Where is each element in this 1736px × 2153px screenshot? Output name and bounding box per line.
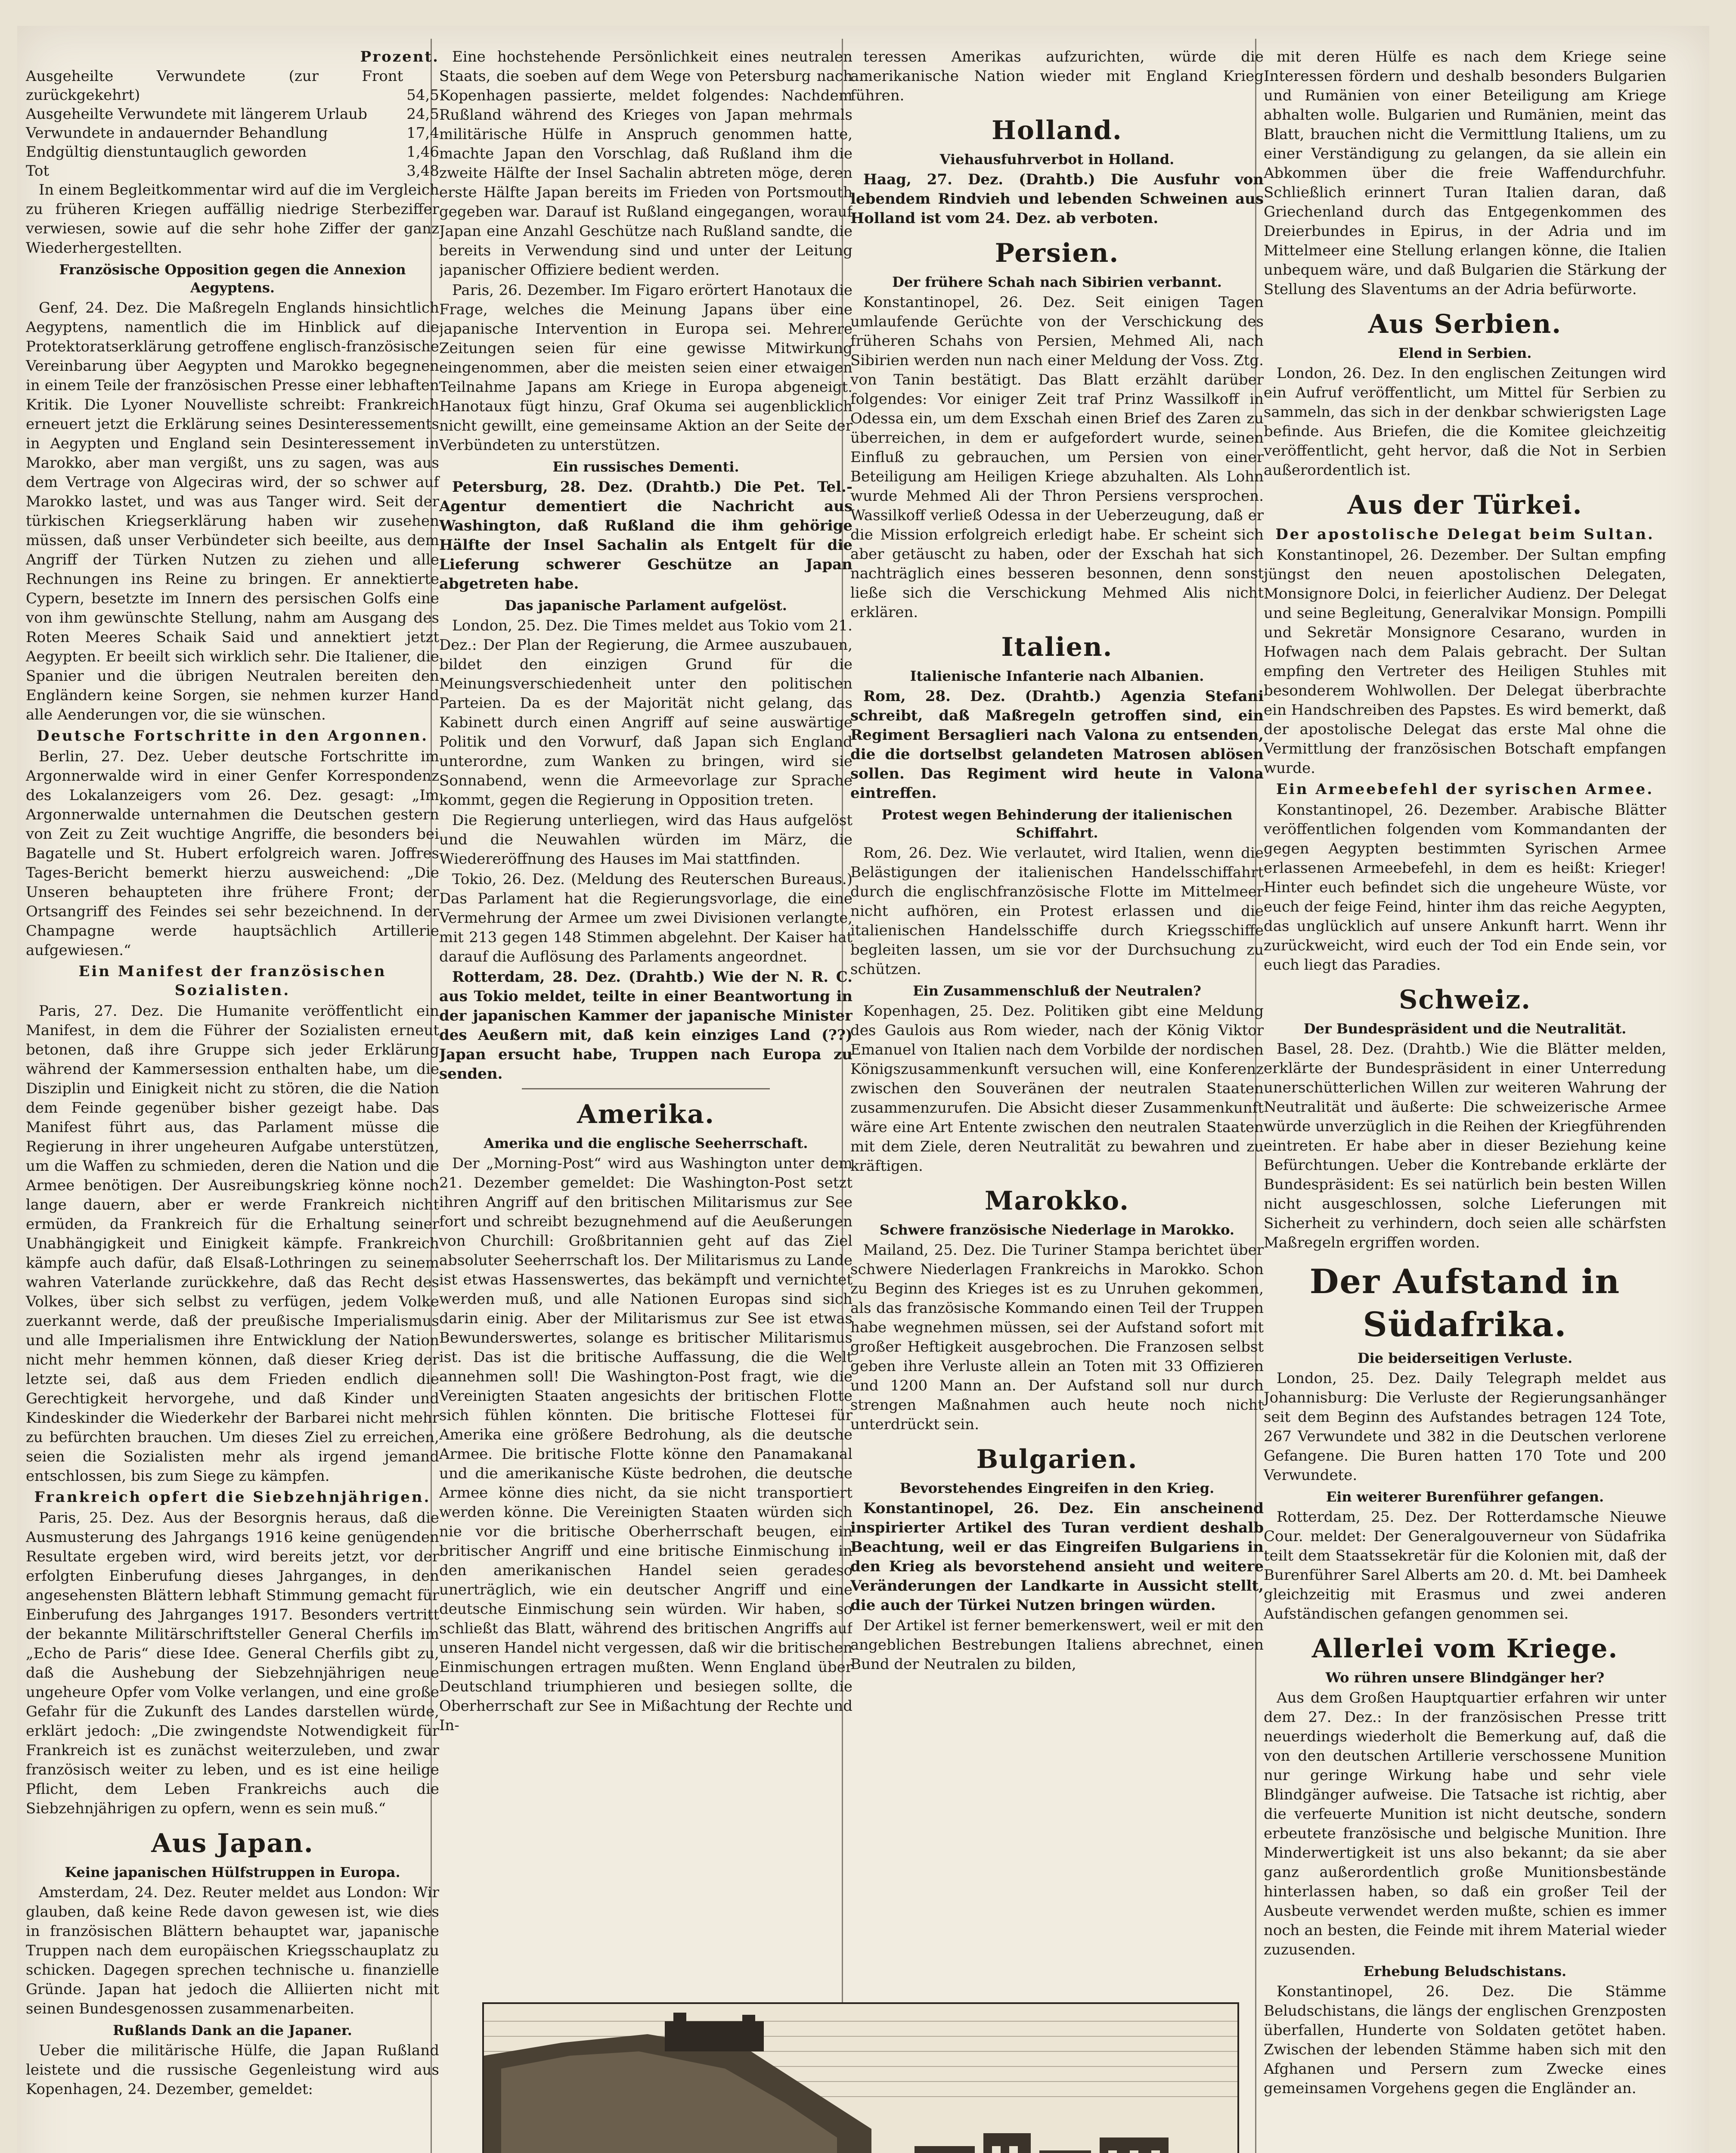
article-heading: Der apostolische Delegat beim Sultan. [1275,526,1655,543]
section-title: Marokko. [985,1186,1129,1216]
column-3 [850,47,1264,2028]
column-2 [439,47,852,2028]
article-text: London, 25. Dez. Daily Telegraph meldet aus Johannisburg: Die Verluste der Regierungsanhänger seit dem Beginn des Aufstandes betragen 124 Tote, 267 Verwundete und 382 in die Deutschen verlorene Gefangene. Die Buren hatten 170 Tote und 200 Verwundete. [1264,1370,1666,1484]
article-text: Der Artikel ist ferner bemerkenswert, weil er mit den angeblichen Bestrebungen Italiens abrechnet, einen Bund der Neutralen zu bilden, [850,1617,1264,1673]
article-heading: Der Bundespräsident und die Neutralität. [1303,1021,1627,1037]
section-title: Der Aufstand in Südafrika. [1309,1262,1621,1344]
article-text: Rom, 28. Dez. (Drahtb.) Agenzia Stefani schreibt, daß Maßregeln getroffen sind, ein Regiment Bersaglieri nach Valona zu entsenden, die die dortselbst gelandeten Matrosen ablösen sollen. Das Regiment wird heute in Valona eintreffen. [850,688,1264,802]
article-heading: Bevorstehendes Eingreifen in den Krieg. [899,1480,1215,1496]
article-text: Berlin, 27. Dez. Ueber deutsche Fortschritte im Argonnerwalde wird in einer Genfer Korrespondenz des Lokalanzeigers vom 26. Dez. gesagt: „Im Argonnerwalde unternahmen die Deutschen gestern von Zeit zu Zeit wuchtige Angriffe, die besonders bei Bagatelle und St. Hubert erfolgreich waren. Joffres Tages-Bericht bemerkt hierzu ausweichend: „Die Unseren behaupteten ihre frühere Front; der Ortsangriff des Feindes sei sehr bezeichnend. In der Champagne werde hauptsächlich Artillerie aufgewiesen.“ [26,748,439,959]
section-title: Aus der Türkei. [1347,490,1583,520]
article-text: Eine hochstehende Persönlichkeit eines neutralen Staats, die soeben auf dem Wege von Petersburg nach Kopenhagen passierte, meldet folgendes: Nachdem Rußland während des Krieges von Japan mehrmals militärische Hülfe in Anspruch genommen hatte, machte Japan den Vorschlag, daß Rußland ihm die zweite Hälfte der Insel Sachalin abtreten möge, deren erste Hälfte Japan bereits im Frieden von Portsmouth gegeben war. Darauf ist Rußland eingegangen, worauf Japan eine Anzahl Geschütze nach Rußland sandte, die bereits in Verwendung sind und unter der Leitung japanischer Offiziere bedient werden. [439,48,852,279]
article-text: Rom, 26. Dez. Wie verlautet, wird Italien, wenn die Belästigungen der italienischen Handelsschiffahrt durch die englischfranzösische Flotte im Mittelmeer nicht aufhören, ein Protest erlassen und die italienischen Handelsschiffe durch Kriegsschiffe begleiten lassen, um sie vor der Durchsuchung zu schützen. [850,844,1264,978]
article-heading: Ein Manifest der französischen Sozialisten. [78,963,387,999]
article-text: In einem Begleitkommentar wird auf die im Vergleich zu früheren Kriegen auffällig niedrige Sterbeziffer verwiesen, sowie auf die sehr hohe Ziffer der ganz Wiederhergestellten. [26,181,439,257]
table-row: Tot 3,48 [26,162,439,180]
article-text: Ueber die militärische Hülfe, die Japan Rußland leistete und die russische Gegenleistung wird aus Kopenhagen, 24. Dezember, gemeldet: [26,2042,439,2098]
article-heading: Die beiderseitigen Verluste. [1357,1350,1573,1366]
article-text: Der „Morning-Post“ wird aus Washington unter dem 21. Dezember gemeldet: Die Washington-Post setzt ihren Angriff auf den britischen Militarismus zur See fort und schreibt bezugnehmend auf die Aeußerungen von Churchill: Großbritannien geht auf das Ziel absoluter Seeherrschaft los. Der Militarismus zu Lande ist etwas Hassenswertes, das bekämpft und vernichtet werden muß, und alle Nationen Europas sind sich darin einig. Aber der Militarismus zur See ist etwas Bewunderswertes, solange es britischer Militarismus ist. Das ist die britische Auffassung, die die Welt annehmen soll! Die Washington-Post fragt, wie die Vereinigten Staaten angesichts der britischen Flotte sich fühlen könnten. Die britische Flottesei für Amerika eine größere Bedrohung, als die deutsche Armee. Die britische Flotte könne den Panamakanal und die amerikanische Küste bedrohen, die deutsche Armee könne dies nicht, da sie nicht transportiert werden könne. Die Vereinigten Staaten würden sich nie vor die britische Oberherrschaft beugen, ein britischer Angriff und eine britische Einmischung in den amerikanischen Handel seien geradeso unerträglich, wie ein deutscher Angriff und eine deutsche Einmischung sein würden. Wir haben, so schließt das Blatt, während des britischen Angriffs auf unseren Handel nicht vergessen, daß wir die britischen Einmischungen ertragen mußten. Wenn England über Deutschland triumphieren und besiegen sollte, die Oberherrschaft zur See in Mißachtung der Rechte und In- [439,1155,852,1734]
article-heading: Französische Opposition gegen die Annexion Aegyptens. [59,261,406,296]
article-text: Paris, 27. Dez. Die Humanite veröffentlicht ein Manifest, in dem die Führer der Sozialisten erneut betonen, daß ihre Gruppe sich jeder Erklärung während der Kammersession enthalten habe, um die Disziplin und Einigkeit nicht zu stören, die die Nation dem Feinde gegenüber bisher gezeigt habe. Das Manifest führt aus, das Parlament müsse die Regierung in ihrer ungeheuren Aufgabe unterstützen, um die Waffen zu schmieden, deren die Nation und die Armee benötigen. Der Ausreibungskrieg könne noch lange dauern, aber er werde Frankreich nicht ermüden, da Frankreich für die Erhaltung seiner Unabhängigkeit und Einigkeit kämpfe. Frankreich kämpfe auch dafür, daß Elsaß-Lothringen zu seinem wahren Vaterlande zurückkehre, daß das Recht des Volkes, über sich selbst zu verfügen, jedem Volke zuerkannt werde, daß der preußische Imperialismus und alle Imperialismen ihre Entwicklung der Nation nicht mehr hemmen können, daß dieser Krieg der letzte sei, daß aus dem Frieden endlich die Gerechtigkeit hervorgehe, und daß Kinder und Kindeskinder die Wiederkehr der Barbarei nicht mehr zu befürchten brauchen. Um dieses Ziel zu erreichen, seien die Sozialisten mehr als irgend jemand entschlossen, bis zum Siege zu kämpfen. [26,1002,439,1485]
article-heading: Schwere französische Niederlage in Marokko. [879,1222,1234,1238]
article-text: Konstantinopel, 26. Dezember. Arabische Blätter veröffentlichen folgenden vom Kommandanten der gegen Aegypten bestimmten Syrischen Armee erlassenen Armeebefehl, in dem es heißt: Krieger! Hinter euch befindet sich die ungeheure Wüste, vor euch der feige Feind, hinter ihm das reiche Aegypten, das unglücklich auf unsere Ankunft harrt. Wenn ihr zurückweicht, wird euch der Tod ein Ende sein, vor euch liegt das Paradies. [1264,801,1666,974]
table-row: Ausgeheilte Verwundete (zur Front zurückgekehrt) 54,5 [26,68,439,104]
article-text: Mailand, 25. Dez. Die Turiner Stampa berichtet über schwere Niederlagen Frankreichs in Marokko. Schon zu Beginn des Krieges ist es zu Unruhen gekommen, als das französische Kommando einen Teil der Truppen habe wegnehmen müssen, sei der Aufstand sofort mit großer Heftigkeit ausgebrochen. Die Franzosen selbst geben ihre Verluste allein an Toten mit 33 Offizieren und 1200 Mann an. Der Aufstand soll nur durch strengen Maßnahmen auch heute noch nicht unterdrückt sein. [850,1241,1264,1433]
article-heading: Ein russisches Dementi. [552,459,739,475]
beach-engraving [484,2004,1237,2153]
article-text: London, 25. Dez. Die Times meldet aus Tokio vom 21. Dez.: Der Plan der Regierung, die Armee auszubauen, bildet den einzigen Grund für die Meinungsverschiedenheit unter den politischen Parteien. Da es der Majorität nicht gelang, das Kabinett durch einen Angriff auf seine auswärtige Politik und den Vorwurf, daß Japan sich England unterordne, zum Wanken zu bringen, wird sie Sonnabend, wenn die Armeevorlage zur Sprache kommt, gegen die Regierung in Opposition treten. [439,617,852,809]
article-text: Kopenhagen, 25. Dez. Politiken gibt eine Meldung des Gaulois aus Rom wieder, nach der König Viktor Emanuel von Italien nach dem Vorbilde der nordischen Königszusammenkunft versuchen will, eine Konferenz zwischen den Souveränen der neutralen Staaten zusammenzurufen. Die Absicht dieser Zusammenkunft wäre eine Art Entente zwischen den neutralen Staaten mit dem Ziele, deren Neutralität zu bewahren und zu kräftigen. [850,1002,1264,1175]
article-heading: Keine japanischen Hülfstruppen in Europa. [65,1864,400,1880]
article-heading: Erhebung Beludschistans. [1363,1963,1567,1979]
article-text: Konstantinopel, 26. Dezember. Der Sultan empfing jüngst den neuen apostolischen Delegaten, Monsignore Dolci, in feierlicher Audienz. Der Delegat und seine Begleitung, Generalvikar Monsign. Pompilli und Sekretär Monsignore Cesarano, wurden in Hofwagen nach dem Palais gebracht. Der Sultan empfing den Vertreter des Heiligen Stuhles mit besonderem Wohlwollen. Der Delegat überbrachte ein Handschreiben des Papstes. Es wird bemerkt, daß der apostolische Delegat das erste Mal ohne die Vermittlung der französischen Botschaft empfangen wurde. [1264,546,1666,777]
column-4 [1264,47,1666,2099]
section-title: Persien. [995,238,1119,268]
table-row: Endgültig dienstuntauglich geworden 1,46 [26,143,439,161]
article-text: Konstantinopel, 26. Dez. Seit einigen Tagen umlaufende Gerüchte von der Verschickung des früheren Schahs von Persien, Mehmed Ali, nach Sibirien werden nun nach einer Meldung der Voss. Ztg. von Tanin bestätigt. Das Blatt erzählt darüber folgendes: Vor einiger Zeit traf Prinz Wassilkoff in Odessa ein, um dem Exschah einen Brief des Zaren zu überreichen, in dem er aufgefordert wurde, seinen Einfluß zu gebrauchen, um Persien von einer Beteiligung am Heiligen Kriege abzuhalten. Als Lohn wurde Mehmed Ali der Thron Persiens versprochen. Wassilkoff verließ Odessa in der Ueberzeugung, daß er die Mission erfolgreich erledigt habe. Er scheint sich aber getäuscht zu haben, oder der Exschah hat sich nachträglich eines besseren besonnen, denn sonst ließe sich die Verschickung Mehmed Alis nicht erklären. [850,294,1264,621]
article-text: Rotterdam, 25. Dez. Der Rotterdamsche Nieuwe Cour. meldet: Der Generalgouverneur von Südafrika teilt dem Staatssekretär für die Kolonien mit, daß der Burenführer Sarel Alberts am 20. d. Mt. bei Damheek gleichzeitig mit Erasmus und zwei anderen Aufständischen gefangen genommen sei. [1264,1508,1666,1623]
article-heading: Wo rühren unsere Blindgänger her? [1325,1669,1605,1686]
article-heading: Ein Armeebefehl der syrischen Armee. [1276,781,1654,798]
article-text: Aus dem Großen Hauptquartier erfahren wir unter dem 27. Dez.: In der französischen Presse tritt neuerdings wiederholt die Bemerkung auf, daß die von den deutschen Artillerie verschossene Munition nur geringe Wirkung habe und sehr viele Blindgänger aufweise. Die Tatsache ist richtig, aber die verfeuerte Munition ist nicht deutsche, sondern erbeutete französische und belgische Munition. Ihre Minderwertigkeit ist uns also bekannt; da sie aber ganz außerordentlich große Munitionsbestände hinterlassen haben, so daß ein großer Teil der Ausbeute verwendet werden mußte, schien es immer noch an besten, die Feinde mit ihrem Material wieder zuzusenden. [1264,1689,1666,1958]
article-heading: Protest wegen Behinderung der italienischen Schiffahrt. [881,807,1233,841]
scarborough-illustration [482,2002,1239,2153]
article-text: Genf, 24. Dez. Die Maßregeln Englands hinsichtlich Aegyptens, namentlich die im Hinblick auf die Protektoratserklärung getroffene englisch-französische Vereinbarung über Aegypten und Marokko begegnen in einem Teile der französischen Presse einer lebhaften Kritik. Die Lyoner Nouvelliste schreibt: Frankreich erneuert jetzt die Erklärung seines Desinteressements in Aegypten und England sein Desinteressement in Marokko, aber man vergißt, uns zu sagen, was aus dem Vertrage von Algeciras wird, der so schwer auf Marokko lastet, und was aus Tanger wird. Seit der türkischen Kriegserklärung haben wir zusehen müssen, daß unser Verbündeter sich beeilte, aus dem Angriff der Türken Nutzen zu ziehen und alle Rechnungen ins Reine zu bringen. Er annektierte Cypern, besetzte im Innern des persischen Golfs eine von ihm gewünschte Stellung, nahm am Ausgang des Roten Meeres Schaik Said und annektiert jetzt Aegypten. Er beeilt sich wirklich sehr. Die Italiener, die Spanier und die übrigen Neutralen bereiten den Engländern keine Sorgen, sie nehmen kurzer Hand alle Aenderungen vor, die sie wünschen. [26,299,439,723]
article-text: Rotterdam, 28. Dez. (Drahtb.) Wie der N. R. C. aus Tokio meldet, teilte in einer Beantwortung in der japanischen Kammer der japanische Minister des Aeußern mit, daß kein einziges Land (??) Japan ersucht habe, Truppen nach Europa zu senden. [439,968,852,1083]
table-row: Verwundete in andauernder Behandlung 17,4 [26,124,439,142]
section-title: Holland. [992,115,1122,146]
section-title: Aus Japan. [151,1828,314,1858]
article-heading: Der frühere Schah nach Sibirien verbannt. [892,274,1222,290]
article-heading: Amerika und die englische Seeherrschaft. [484,1135,808,1151]
article-heading: Elend in Serbien. [1398,345,1532,361]
section-title: Bulgarien. [976,1444,1138,1474]
article-text: Haag, 27. Dez. (Drahtb.) Die Ausfuhr von lebendem Rindvieh und lebenden Schweinen aus Holland ist vom 24. Dez. ab verboten. [850,171,1264,227]
column-1 [26,47,439,2100]
article-text: Die Regierung unterliegen, wird das Haus aufgelöst und die Neuwahlen würden im März, die Wiedereröffnung des Hauses im Mai stattfinden. [439,812,852,868]
section-title: Schweiz. [1398,985,1531,1015]
table-row: Ausgeheilte Verwundete mit längerem Urlaub 24,5 [26,105,439,123]
article-text: teressen Amerikas aufzurichten, würde die amerikanische Nation wieder mit England Krieg führen. [850,48,1264,104]
article-text: Paris, 25. Dez. Aus der Besorgnis heraus, daß die Ausmusterung des Jahrgangs 1916 keine genügenden Resultate ergeben wird, wird bereits jetzt, vor der erfolgten Einberufung dieses Jahrganges, in den angesehensten Blättern lebhaft Stimmung gemacht für Einberufung des Jahrganges 1917. Besonders vertritt der bekannte Militärschriftsteller General Cherfils im „Echo de Paris“ diese Idee. General Cherfils gibt zu, daß die Aushebung der Siebzehnjährigen neue ungeheure Opfer vom Volke verlangen, und eine große Gefahr für die Zukunft des Landes darstellen würde, erklärt jedoch: „Die zwingendste Notwendigkeit für Frankreich ist es zunächst weiterzuleben, und zwar französisch weiter zu leben, und es ist eine heilige Pflicht, dem Leben Frankreichs auch die Siebzehnjährigen zu opfern, wenn es sein muß.“ [26,1509,439,1817]
article-text: Paris, 26. Dezember. Im Figaro erörtert Hanotaux die Frage, welches die Meinung Japans über eine japanische Intervention in Europa sei. Mehrere Zeitungen seien für eine gewisse Mitwirkung eingenommen, aber die meisten seien einer etwaigen Teilnahme Japans am Kriege in Europa abgeneigt. Hanotaux fügt hinzu, Graf Okuma sei augenblicklich nicht gewillt, eine gemeinsame Aktion an der Seite der Verbündeten zu unterstützen. [439,282,852,454]
section-title: Allerlei vom Kriege. [1311,1634,1618,1664]
article-heading: Das japanische Parlament aufgelöst. [505,597,787,614]
article-text: Tokio, 26. Dez. (Meldung des Reuterschen Bureaus.) Das Parlament hat die Regierungsvorlage, die eine Vermehrung der Armee um zwei Divisionen verlangte, mit 213 gegen 148 Stimmen abgelehnt. Der Kaiser hat darauf die Auflösung des Parlaments angeordnet. [439,871,852,965]
stat-header: Prozent. [360,48,439,65]
article-heading: Ein Zusammenschluß der Neutralen? [913,983,1201,999]
article-text: mit deren Hülfe es nach dem Kriege seine Interessen fördern und deshalb besonders Bulgarien und Rumänien von einer Beteiligung am Kriege abhalten wolle. Bulgarien und Rumänien, meint das Blatt, brauchen nicht die Vermittlung Italiens, um zu einer Verständigung zu gelangen, da sie allein ein Abkommen über die freie Waffendurchfuhr. Schließlich erinnert Turan Italien daran, daß Griechenland durch das Entgegenkommen des Dreierbundes in Epirus, in der Adria und im Mittelmeer eine Stellung erlangen könne, die Italien unbequem wäre, und daß Bulgarien die Stärkung der Stellung des Slaventums an der Adria befürworte. [1264,48,1666,298]
article-heading: Rußlands Dank an die Japaner. [113,2022,352,2038]
casualty-stats-table [26,67,439,180]
article-heading: Italienische Infanterie nach Albanien. [910,668,1204,684]
article-text: Konstantinopel, 26. Dez. Die Stämme Beludschistans, die längs der englischen Grenzposten überfallen, Hunderte von Soldaten getötet haben. Zwischen der lebenden Stämme haben sich mit den Afghanen und Persern zum Zwecke eines gemeinsamen Vorgehens gegen die Engländer an. [1264,1983,1666,2097]
article-text: Petersburg, 28. Dez. (Drahtb.) Die Pet. Tel.-Agentur dementiert die Nachricht aus Washington, daß Rußland die ihm gehörige Hälfte der Insel Sachalin als Entgelt für die Lieferung schwerer Geschütze an Japan abgetreten habe. [439,478,852,593]
section-title: Italien. [1001,632,1113,662]
section-title: Aus Serbien. [1368,309,1562,339]
article-heading: Viehausfuhrverbot in Holland. [939,151,1175,168]
article-heading: Deutsche Fortschritte in den Argonnen. [36,727,429,745]
article-heading: Ein weiterer Burenführer gefangen. [1326,1489,1604,1505]
divider [522,1088,770,1089]
article-heading: Frankreich opfert die Siebzehnjährigen. [34,1489,431,1506]
article-text: Amsterdam, 24. Dez. Reuter meldet aus London: Wir glauben, daß keine Rede davon gewesen ist, wie dies in französischen Blättern behauptet war, japanische Truppen nach dem europäischen Kriegsschauplatz zu schicken. Dagegen sprechen technische u. finanzielle Gründe. Japan hat jedoch die Alliierten nicht mit seinen Bundesgenossen zusammenarbeiten. [26,1884,439,2017]
article-text: Basel, 28. Dez. (Drahtb.) Wie die Blätter melden, erklärte der Bundespräsident in einer Unterredung unerschütterlichen Willen zur weiteren Wahrung der Neutralität und äußerte: Die schweizerische Armee würde unverzüglich in die Reihen der Kriegführenden eintreten. Er habe aber in dieser Beziehung keine Befürchtungen. Ueber die Kontrebande erklärte der Bundespräsident: Es sei natürlich bein besten Willen nicht ausgeschlossen, solche Lieferungen mit Sicherheit zu verhindern, doch seien alle schärfsten Maßregeln ergriffen worden. [1264,1040,1666,1251]
article-text: Konstantinopel, 26. Dez. Ein anscheinend inspirierter Artikel des Turan verdient deshalb Beachtung, weil er das Eingreifen Bulgariens in den Krieg als bevorstehend ansieht und weitere Veränderungen der Landkarte in Aussicht stellt, die auch der Türkei Nutzen bringen würden. [850,1500,1264,1614]
article-text: London, 26. Dez. In den englischen Zeitungen wird ein Aufruf veröffentlicht, um Mittel für Serbien zu sammeln, das sich in der denkbar schwierigsten Lage befinde. Aus Briefen, die die Komitee gleichzeitig veröffentlicht, geht hervor, daß die Not in Serbien außerordentlich ist. [1264,365,1666,479]
section-title: Amerika. [577,1099,715,1129]
